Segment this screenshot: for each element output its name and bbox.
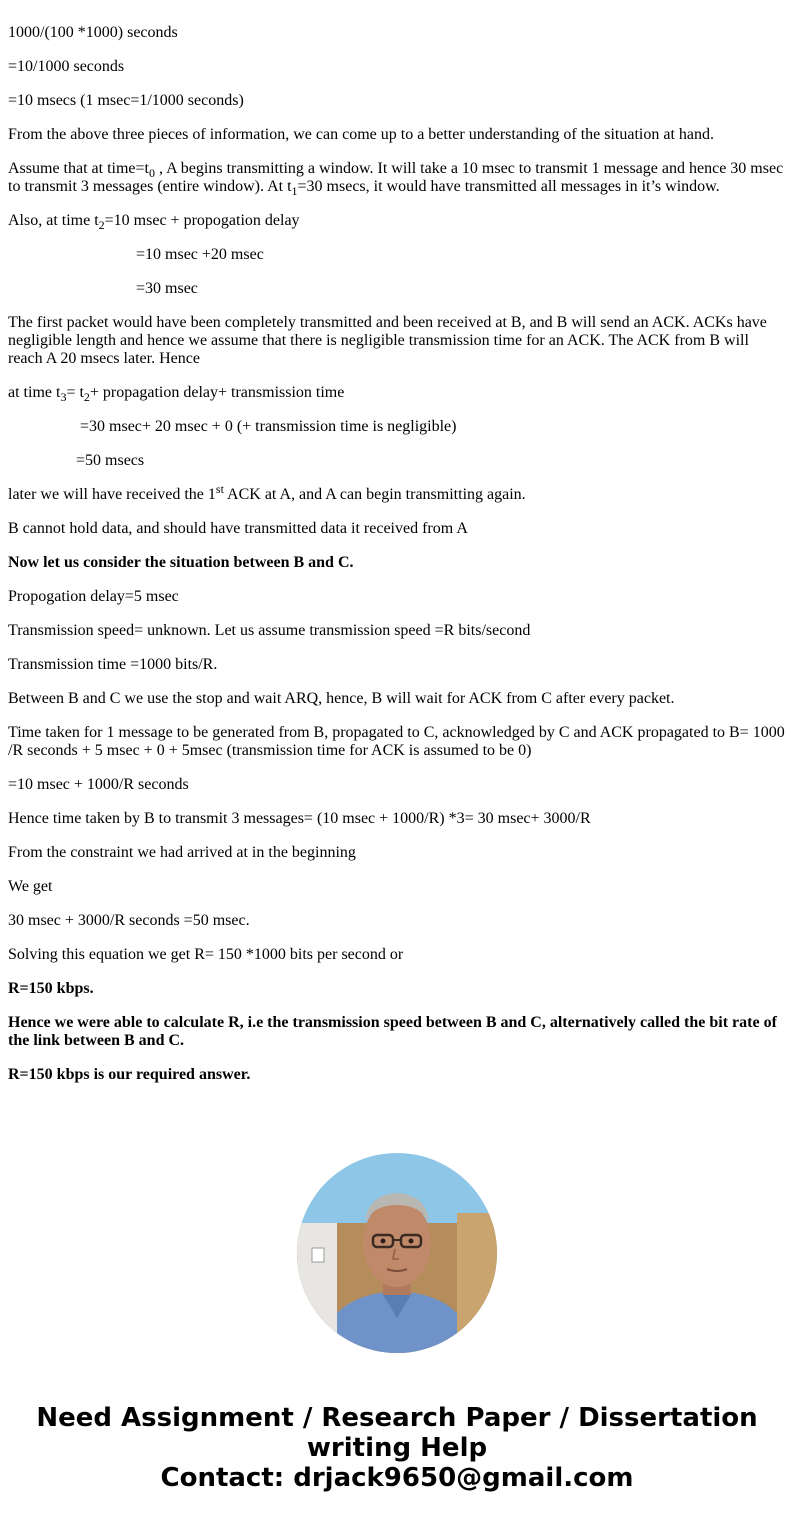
section-heading: Now let us consider the situation between B and C. (8, 554, 354, 571)
equation-line: =50 msecs (76, 452, 145, 469)
promo-footer (0, 1403, 794, 1493)
equation-line: =30 msec (136, 280, 198, 297)
text-line: Hence time taken by B to transmit 3 messages= (10 msec + 1000/R) *3= 30 msec+ 3000/R (8, 810, 591, 827)
text-line: =10 msecs (1 msec=1/1000 seconds) (8, 92, 244, 109)
paragraph-first-ack: later we will have received the 1st ACK at A, and A can begin transmitting again. (8, 482, 526, 503)
text-line: 30 msec + 3000/R seconds =50 msec. (8, 912, 250, 929)
text-line: 1000/(100 *1000) seconds (8, 24, 178, 41)
text-line: =10/1000 seconds (8, 58, 125, 75)
text-line: We get (8, 878, 53, 895)
paragraph-time-t3: at time $t_3= t_2+$ propagation delay+ transmission time (8, 384, 345, 404)
text-line: From the constraint we had arrived at in the beginning (8, 844, 356, 861)
conclusion-line: Hence we were able to calculate R, i.e the transmission speed between B and C, alternatively called the bit rate of the link between B and C. (8, 1014, 777, 1049)
paragraph-ack: The first packet would have been completely transmitted and been received at B, and B will send an ACK. ACKs have negligible length and hence we assume that there is negligible transmission time for an ACK. The ACK from B will reach A 20 msecs later. Hence (8, 314, 767, 367)
text-line: Transmission speed= unknown. Let us assume transmission speed =R bits/second (8, 622, 531, 639)
paragraph-time-t2: Also, at time $t_2=10$ msec + propogation delay (8, 212, 300, 232)
document-body (8, 24, 786, 1100)
text-line: Between B and C we use the stop and wait ARQ, hence, B will wait for ACK from C after every packet. (8, 690, 675, 707)
author-photo-icon (297, 1153, 497, 1353)
paragraph-window-transmission: Assume that at $time=t_0$ , A begins transmitting a window. It will take a 10 msec to transmit 1 message and hence 30 msec to transmit 3 messages (entire window). At $t_1=30$ msecs, it would have transmitted all messages in it’s window. (8, 160, 784, 198)
text-line: =10 msec + 1000/R seconds (8, 776, 189, 793)
final-answer: R=150 kbps is our required answer. (8, 1066, 251, 1083)
text-line: Propogation delay=5 msec (8, 588, 179, 605)
promo-line: Need Assignment / Research Paper / Dissertation writing Help (36, 1403, 758, 1463)
result-line: R=150 kbps. (8, 980, 94, 997)
text-line: From the above three pieces of information, we can come up to a better understanding of the situation at hand. (8, 126, 714, 143)
contact-line[interactable]: Contact: drjack9650@gmail.com (160, 1463, 634, 1493)
text-line: Time taken for 1 message to be generated from B, propagated to C, acknowledged by C and ACK propagated to B= 1000 /R seconds + 5 msec + 0 + 5msec (transmission time for ACK is assumed to be 0) (8, 724, 785, 759)
text-line: Solving this equation we get R= 150 *1000 bits per second or (8, 946, 404, 963)
equation-line: =10 msec +20 msec (136, 246, 264, 263)
text-line: B cannot hold data, and should have transmitted data it received from A (8, 520, 468, 537)
text-line: Transmission time =1000 bits/R. (8, 656, 218, 673)
equation-line: =30 msec+ 20 msec + 0 (+ transmission time is negligible) (80, 418, 457, 435)
